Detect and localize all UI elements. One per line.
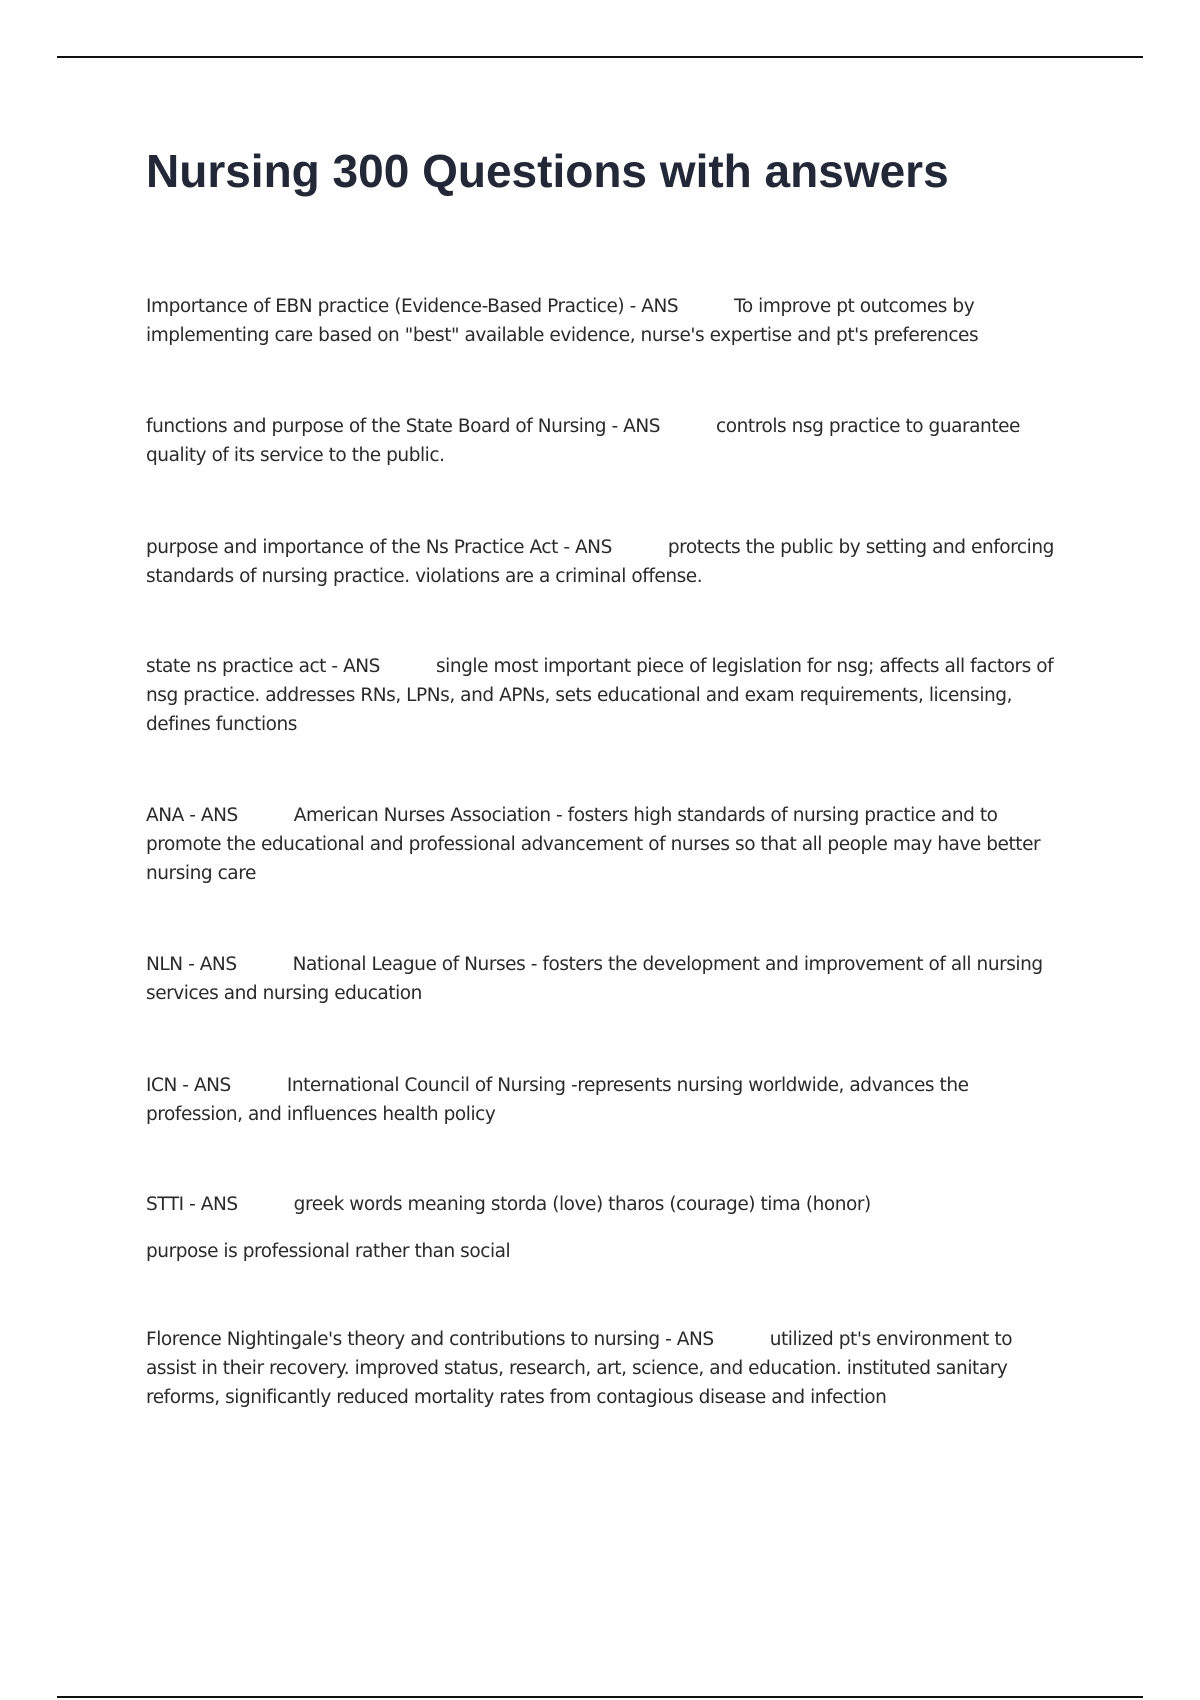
qa-paragraph (146, 1325, 1066, 1412)
question-text: Florence Nightingale's theory and contributions to nursing - ANS (146, 1329, 714, 1350)
qa-item-nightingale (146, 1325, 1066, 1412)
qa-item-state-board (146, 412, 1066, 470)
answer-text: greek words meaning storda (love) tharos (courage) tima (honor) (293, 1194, 871, 1215)
qa-paragraph (146, 533, 1066, 591)
question-text: functions and purpose of the State Board of Nursing - ANS (146, 416, 661, 437)
question-text: ICN - ANS (146, 1075, 231, 1096)
answer-text: International Council of Nursing -represents nursing worldwide, advances the profession, and influences health policy (146, 1075, 969, 1125)
answer-text: utilized pt's environment to assist in their recovery. improved status, research, art, science, and education. instituted sanitary reforms, significantly reduced mortality rates from contagious disease and infection (146, 1329, 1013, 1408)
question-text: Importance of EBN practice (Evidence-Based Practice) - ANS (146, 296, 679, 317)
qa-paragraph (146, 412, 1066, 470)
qa-paragraph (146, 1190, 1066, 1219)
question-text: ANA - ANS (146, 805, 238, 826)
answer-text: single most important piece of legislation for nsg; affects all factors of nsg practice. addresses RNs, LPNs, and APNs, sets educational and exam requirements, licensing, defines functions (146, 656, 1054, 735)
qa-paragraph (146, 801, 1066, 888)
qa-item-state-practice-act (146, 652, 1066, 739)
qa-item-stti (146, 1190, 1066, 1266)
qa-paragraph (146, 950, 1066, 1008)
qa-item-icn (146, 1071, 1066, 1129)
question-text: purpose and importance of the Ns Practice Act - ANS (146, 537, 612, 558)
qa-item-ana (146, 801, 1066, 888)
qa-item-ebn (146, 292, 1066, 350)
question-text: STTI - ANS (146, 1194, 238, 1215)
answer-text: controls nsg practice to guarantee quality of its service to the public. (146, 416, 1020, 466)
qa-paragraph-extra: purpose is professional rather than social (146, 1241, 511, 1262)
qa-paragraph (146, 1071, 1066, 1129)
document-title: Nursing 300 Questions with answers (146, 145, 949, 197)
qa-item-nln (146, 950, 1066, 1008)
answer-text: American Nurses Association - fosters high standards of nursing practice and to promote the educational and professional advancement of nurses so that all people may have better nursing care (146, 805, 1041, 884)
answer-text: To improve pt outcomes by implementing care based on "best" available evidence, nurse's expertise and pt's preferences (146, 296, 979, 346)
qa-item-practice-act (146, 533, 1066, 591)
question-text: state ns practice act - ANS (146, 656, 380, 677)
question-text: NLN - ANS (146, 954, 237, 975)
answer-text: National League of Nurses - fosters the development and improvement of all nursing services and nursing education (146, 954, 1043, 1004)
header-rule (57, 56, 1143, 58)
qa-paragraph (146, 292, 1066, 350)
answer-text: protects the public by setting and enforcing standards of nursing practice. violations are a criminal offense. (146, 537, 1054, 587)
footer-rule (57, 1696, 1143, 1698)
qa-paragraph (146, 652, 1066, 739)
